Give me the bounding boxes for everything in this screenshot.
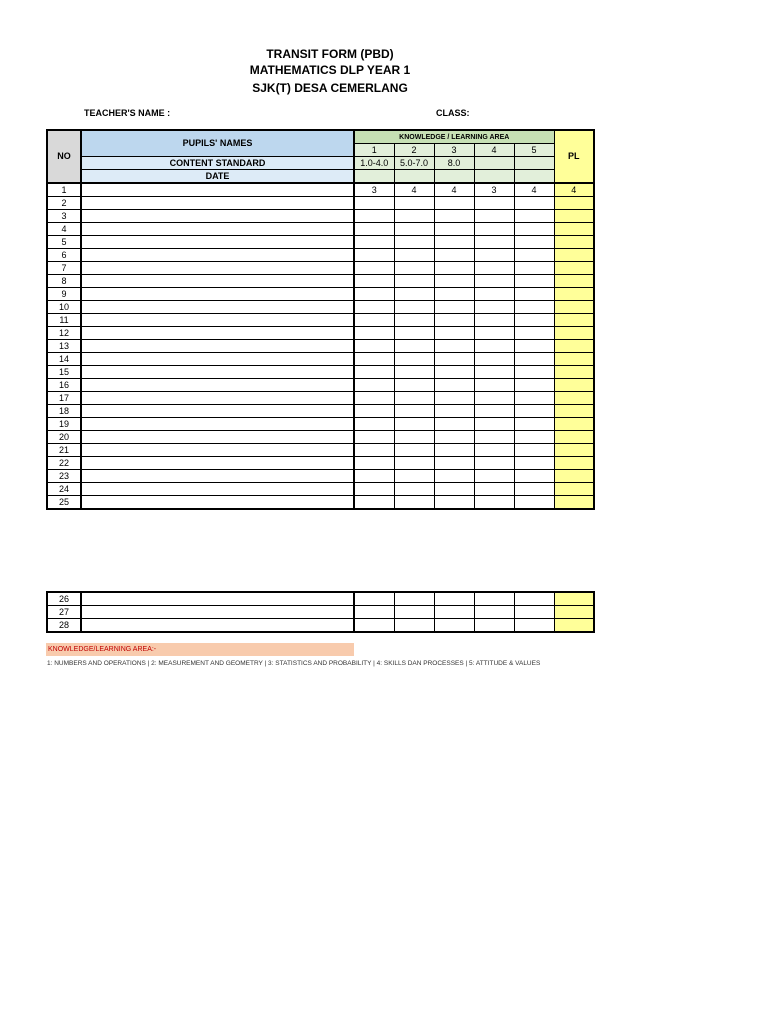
score-cell[interactable] <box>394 223 434 236</box>
score-cell[interactable]: 4 <box>514 183 554 197</box>
content-standard-cell[interactable] <box>474 157 514 170</box>
pupil-name-cell[interactable] <box>81 314 354 327</box>
score-cell[interactable]: 3 <box>474 183 514 197</box>
date-cell[interactable] <box>434 170 474 184</box>
row-number: 19 <box>47 418 81 431</box>
score-cell[interactable] <box>434 366 474 379</box>
score-cell[interactable] <box>514 236 554 249</box>
score-cell[interactable] <box>354 366 394 379</box>
pupil-name-cell[interactable] <box>81 183 354 197</box>
table-row <box>47 314 594 327</box>
score-cell[interactable] <box>474 236 514 249</box>
score-cell[interactable] <box>474 197 514 210</box>
score-cell[interactable] <box>474 483 514 496</box>
title-line-2: MATHEMATICS DLP YEAR 1 <box>249 63 411 77</box>
row-number: 2 <box>47 197 81 210</box>
date-cell[interactable] <box>514 170 554 184</box>
row-number: 15 <box>47 366 81 379</box>
pupil-name-cell[interactable] <box>81 236 354 249</box>
table-row <box>47 592 594 606</box>
score-cell[interactable] <box>394 431 434 444</box>
score-cell[interactable] <box>514 592 554 606</box>
score-cell[interactable] <box>514 418 554 431</box>
row-number: 18 <box>47 405 81 418</box>
score-cell[interactable]: 4 <box>394 183 434 197</box>
score-cell[interactable] <box>514 275 554 288</box>
pupil-name-cell[interactable] <box>81 210 354 223</box>
score-cell[interactable] <box>354 418 394 431</box>
knowledge-area-number: 1 <box>354 144 394 157</box>
score-cell[interactable] <box>514 444 554 457</box>
table-row <box>47 262 594 275</box>
score-cell[interactable] <box>514 340 554 353</box>
score-cell[interactable] <box>394 288 434 301</box>
row-number: 26 <box>47 592 81 606</box>
score-cell[interactable] <box>354 619 394 633</box>
table-row <box>47 470 594 483</box>
pl-cell[interactable] <box>554 353 594 366</box>
score-cell[interactable] <box>474 606 514 619</box>
row-number: 28 <box>47 619 81 633</box>
score-cell[interactable] <box>434 210 474 223</box>
score-cell[interactable] <box>394 418 434 431</box>
score-cell[interactable] <box>434 431 474 444</box>
pupil-name-cell[interactable] <box>81 379 354 392</box>
table-row <box>47 340 594 353</box>
score-cell[interactable] <box>474 249 514 262</box>
score-cell[interactable] <box>474 619 514 633</box>
pupil-name-cell[interactable] <box>81 619 354 633</box>
score-cell[interactable] <box>434 197 474 210</box>
table-row <box>47 353 594 366</box>
transit-table <box>46 129 595 510</box>
table-row <box>47 249 594 262</box>
score-cell[interactable] <box>434 262 474 275</box>
score-cell[interactable] <box>394 236 434 249</box>
score-cell[interactable] <box>474 496 514 510</box>
pl-cell[interactable] <box>554 210 594 223</box>
pl-cell[interactable] <box>554 606 594 619</box>
pupil-name-cell[interactable] <box>81 301 354 314</box>
pl-cell[interactable] <box>554 197 594 210</box>
score-cell[interactable] <box>434 327 474 340</box>
row-number: 3 <box>47 210 81 223</box>
score-cell[interactable] <box>514 470 554 483</box>
pupil-name-cell[interactable] <box>81 606 354 619</box>
score-cell[interactable] <box>474 444 514 457</box>
score-cell[interactable] <box>514 483 554 496</box>
table-row <box>47 457 594 470</box>
title-line-3: SJK(T) DESA CEMERLANG <box>252 81 408 95</box>
row-number: 10 <box>47 301 81 314</box>
score-cell[interactable] <box>394 392 434 405</box>
row-number: 7 <box>47 262 81 275</box>
form-title <box>200 46 460 96</box>
score-cell[interactable] <box>514 379 554 392</box>
score-cell[interactable] <box>394 249 434 262</box>
table-row <box>47 619 594 633</box>
pupil-name-cell[interactable] <box>81 262 354 275</box>
score-cell[interactable] <box>394 340 434 353</box>
pl-cell[interactable] <box>554 483 594 496</box>
table-row <box>47 288 594 301</box>
score-cell[interactable] <box>514 606 554 619</box>
score-cell[interactable] <box>354 444 394 457</box>
score-cell[interactable] <box>514 366 554 379</box>
row-number: 27 <box>47 606 81 619</box>
score-cell[interactable] <box>434 405 474 418</box>
score-cell[interactable] <box>394 496 434 510</box>
score-cell[interactable] <box>514 496 554 510</box>
score-cell[interactable] <box>394 275 434 288</box>
score-cell[interactable] <box>434 418 474 431</box>
score-cell[interactable] <box>474 288 514 301</box>
score-cell[interactable] <box>394 301 434 314</box>
content-standard-cell[interactable] <box>514 157 554 170</box>
score-cell[interactable] <box>354 405 394 418</box>
content-standard-header: CONTENT STANDARD <box>81 157 354 170</box>
score-cell[interactable] <box>474 405 514 418</box>
pl-header: PL <box>554 130 594 183</box>
score-cell[interactable] <box>354 210 394 223</box>
score-cell[interactable] <box>434 236 474 249</box>
score-cell[interactable] <box>434 288 474 301</box>
table-row <box>47 392 594 405</box>
score-cell[interactable] <box>434 444 474 457</box>
knowledge-area-number: 4 <box>474 144 514 157</box>
table-row <box>47 444 594 457</box>
score-cell[interactable] <box>354 223 394 236</box>
row-number: 21 <box>47 444 81 457</box>
pupil-name-cell[interactable] <box>81 470 354 483</box>
pupil-name-cell[interactable] <box>81 457 354 470</box>
score-cell[interactable] <box>474 262 514 275</box>
row-number: 24 <box>47 483 81 496</box>
score-cell[interactable] <box>354 470 394 483</box>
score-cell[interactable] <box>354 340 394 353</box>
score-cell[interactable]: 4 <box>434 183 474 197</box>
row-number: 1 <box>47 183 81 197</box>
pupil-name-cell[interactable] <box>81 444 354 457</box>
row-number: 17 <box>47 392 81 405</box>
pupil-name-cell[interactable] <box>81 197 354 210</box>
score-cell[interactable] <box>514 405 554 418</box>
score-cell[interactable] <box>434 470 474 483</box>
score-cell[interactable] <box>434 314 474 327</box>
pl-cell[interactable] <box>554 288 594 301</box>
score-cell[interactable] <box>434 392 474 405</box>
score-cell[interactable] <box>434 606 474 619</box>
pupil-name-cell[interactable] <box>81 288 354 301</box>
pl-cell[interactable] <box>554 301 594 314</box>
score-cell[interactable] <box>474 592 514 606</box>
pupil-name-cell[interactable] <box>81 275 354 288</box>
score-cell[interactable] <box>474 418 514 431</box>
row-number: 25 <box>47 496 81 510</box>
table-row <box>47 301 594 314</box>
pupil-name-cell[interactable] <box>81 431 354 444</box>
score-cell[interactable] <box>514 431 554 444</box>
score-cell[interactable] <box>394 592 434 606</box>
table-row <box>47 236 594 249</box>
score-cell[interactable] <box>474 327 514 340</box>
score-cell[interactable] <box>514 210 554 223</box>
content-standard-cell[interactable]: 8.0 <box>434 157 474 170</box>
pupil-name-cell[interactable] <box>81 223 354 236</box>
pupil-name-cell[interactable] <box>81 592 354 606</box>
score-cell[interactable] <box>474 301 514 314</box>
score-cell[interactable] <box>434 379 474 392</box>
score-cell[interactable] <box>434 457 474 470</box>
score-cell[interactable] <box>394 210 434 223</box>
score-cell[interactable] <box>474 210 514 223</box>
row-number: 13 <box>47 340 81 353</box>
table-row <box>47 496 594 510</box>
transit-table-continued <box>46 591 595 633</box>
table-row <box>47 210 594 223</box>
row-number: 6 <box>47 249 81 262</box>
score-cell[interactable] <box>394 353 434 366</box>
table-row <box>47 275 594 288</box>
score-cell[interactable] <box>354 379 394 392</box>
score-cell[interactable] <box>474 379 514 392</box>
score-cell[interactable] <box>514 262 554 275</box>
legend-text: 1: NUMBERS AND OPERATIONS | 2: MEASUREMENT AND GEOMETRY | 3: STATISTICS AND PROBABILITY | 4: SKILLS DAN PROCESSES | 5: ATTITUDE & VALUES <box>47 660 541 667</box>
score-cell[interactable] <box>394 619 434 633</box>
pl-cell[interactable] <box>554 340 594 353</box>
score-cell[interactable] <box>434 275 474 288</box>
table-row <box>47 379 594 392</box>
pl-cell[interactable] <box>554 223 594 236</box>
score-cell[interactable] <box>354 327 394 340</box>
row-number: 8 <box>47 275 81 288</box>
no-header: NO <box>47 130 81 183</box>
table-row <box>47 197 594 210</box>
date-cell[interactable] <box>394 170 434 184</box>
pl-cell[interactable] <box>554 379 594 392</box>
pl-cell[interactable] <box>554 418 594 431</box>
score-cell[interactable] <box>474 353 514 366</box>
pl-cell[interactable] <box>554 366 594 379</box>
table-row <box>47 183 594 197</box>
pupils-names-header: PUPILS' NAMES <box>81 130 354 157</box>
score-cell[interactable] <box>474 431 514 444</box>
row-number: 9 <box>47 288 81 301</box>
score-cell[interactable] <box>474 470 514 483</box>
score-cell[interactable] <box>354 236 394 249</box>
score-cell[interactable] <box>394 470 434 483</box>
pupil-name-cell[interactable] <box>81 340 354 353</box>
score-cell[interactable] <box>474 366 514 379</box>
score-cell[interactable] <box>354 197 394 210</box>
pl-cell[interactable] <box>554 444 594 457</box>
score-cell[interactable] <box>354 496 394 510</box>
pupil-name-cell[interactable] <box>81 483 354 496</box>
score-cell[interactable] <box>474 223 514 236</box>
score-cell[interactable] <box>394 379 434 392</box>
pupil-name-cell[interactable] <box>81 353 354 366</box>
teacher-name-label: TEACHER'S NAME : <box>84 108 171 118</box>
date-header: DATE <box>81 170 354 184</box>
score-cell[interactable] <box>354 275 394 288</box>
score-cell[interactable] <box>474 340 514 353</box>
pl-cell[interactable] <box>554 592 594 606</box>
pupil-name-cell[interactable] <box>81 496 354 510</box>
content-standard-cell[interactable]: 5.0-7.0 <box>394 157 434 170</box>
score-cell[interactable] <box>354 592 394 606</box>
score-cell[interactable] <box>514 314 554 327</box>
pl-cell[interactable] <box>554 470 594 483</box>
pl-cell[interactable] <box>554 275 594 288</box>
row-number: 12 <box>47 327 81 340</box>
score-cell[interactable] <box>394 444 434 457</box>
score-cell[interactable] <box>394 327 434 340</box>
row-number: 11 <box>47 314 81 327</box>
score-cell[interactable] <box>434 619 474 633</box>
score-cell[interactable] <box>354 262 394 275</box>
score-cell[interactable] <box>434 340 474 353</box>
pupil-name-cell[interactable] <box>81 418 354 431</box>
score-cell[interactable] <box>354 392 394 405</box>
pupil-name-cell[interactable] <box>81 327 354 340</box>
score-cell[interactable] <box>394 262 434 275</box>
pl-cell[interactable]: 4 <box>554 183 594 197</box>
score-cell[interactable] <box>514 223 554 236</box>
score-cell[interactable] <box>394 606 434 619</box>
table-row <box>47 223 594 236</box>
score-cell[interactable] <box>394 483 434 496</box>
score-cell[interactable] <box>514 392 554 405</box>
pupil-name-cell[interactable] <box>81 405 354 418</box>
score-cell[interactable] <box>394 197 434 210</box>
row-number: 4 <box>47 223 81 236</box>
pl-cell[interactable] <box>554 457 594 470</box>
score-cell[interactable] <box>354 314 394 327</box>
score-cell[interactable] <box>434 223 474 236</box>
score-cell[interactable] <box>354 483 394 496</box>
score-cell[interactable] <box>514 197 554 210</box>
score-cell[interactable] <box>514 327 554 340</box>
legend-title: KNOWLEDGE/LEARNING AREA:- <box>46 643 354 656</box>
score-cell[interactable] <box>434 249 474 262</box>
class-label: CLASS: <box>436 108 470 118</box>
table-row <box>47 405 594 418</box>
score-cell[interactable] <box>354 457 394 470</box>
score-cell[interactable] <box>514 288 554 301</box>
content-standard-cell[interactable]: 1.0-4.0 <box>354 157 394 170</box>
score-cell[interactable] <box>434 353 474 366</box>
score-cell[interactable] <box>354 431 394 444</box>
score-cell[interactable] <box>514 619 554 633</box>
score-cell[interactable] <box>354 249 394 262</box>
row-number: 14 <box>47 353 81 366</box>
score-cell[interactable] <box>354 606 394 619</box>
table-row <box>47 327 594 340</box>
score-cell[interactable] <box>474 392 514 405</box>
pl-cell[interactable] <box>554 236 594 249</box>
date-cell[interactable] <box>354 170 394 184</box>
score-cell[interactable] <box>354 353 394 366</box>
row-number: 23 <box>47 470 81 483</box>
row-number: 5 <box>47 236 81 249</box>
pupil-name-cell[interactable] <box>81 366 354 379</box>
score-cell[interactable]: 3 <box>354 183 394 197</box>
pl-cell[interactable] <box>554 392 594 405</box>
date-cell[interactable] <box>474 170 514 184</box>
score-cell[interactable] <box>514 249 554 262</box>
pl-cell[interactable] <box>554 405 594 418</box>
score-cell[interactable] <box>514 301 554 314</box>
table-row <box>47 483 594 496</box>
score-cell[interactable] <box>474 457 514 470</box>
pupil-name-cell[interactable] <box>81 392 354 405</box>
title-line-1: TRANSIT FORM (PBD) <box>266 47 394 61</box>
knowledge-area-number: 3 <box>434 144 474 157</box>
score-cell[interactable] <box>434 496 474 510</box>
table-row <box>47 366 594 379</box>
score-cell[interactable] <box>514 353 554 366</box>
row-number: 16 <box>47 379 81 392</box>
score-cell[interactable] <box>474 275 514 288</box>
score-cell[interactable] <box>354 288 394 301</box>
score-cell[interactable] <box>434 301 474 314</box>
table-row <box>47 431 594 444</box>
pl-cell[interactable] <box>554 431 594 444</box>
pl-cell[interactable] <box>554 327 594 340</box>
table-row <box>47 418 594 431</box>
pl-cell[interactable] <box>554 619 594 633</box>
score-cell[interactable] <box>474 314 514 327</box>
table-row <box>47 606 594 619</box>
pl-cell[interactable] <box>554 496 594 510</box>
score-cell[interactable] <box>354 301 394 314</box>
score-cell[interactable] <box>394 457 434 470</box>
score-cell[interactable] <box>394 405 434 418</box>
score-cell[interactable] <box>434 592 474 606</box>
score-cell[interactable] <box>434 483 474 496</box>
row-number: 20 <box>47 431 81 444</box>
knowledge-area-number: 5 <box>514 144 554 157</box>
pupil-name-cell[interactable] <box>81 249 354 262</box>
score-cell[interactable] <box>514 457 554 470</box>
row-number: 22 <box>47 457 81 470</box>
pl-cell[interactable] <box>554 249 594 262</box>
pl-cell[interactable] <box>554 314 594 327</box>
knowledge-area-number: 2 <box>394 144 434 157</box>
score-cell[interactable] <box>394 366 434 379</box>
pl-cell[interactable] <box>554 262 594 275</box>
knowledge-area-header: KNOWLEDGE / LEARNING AREA <box>354 130 554 144</box>
score-cell[interactable] <box>394 314 434 327</box>
